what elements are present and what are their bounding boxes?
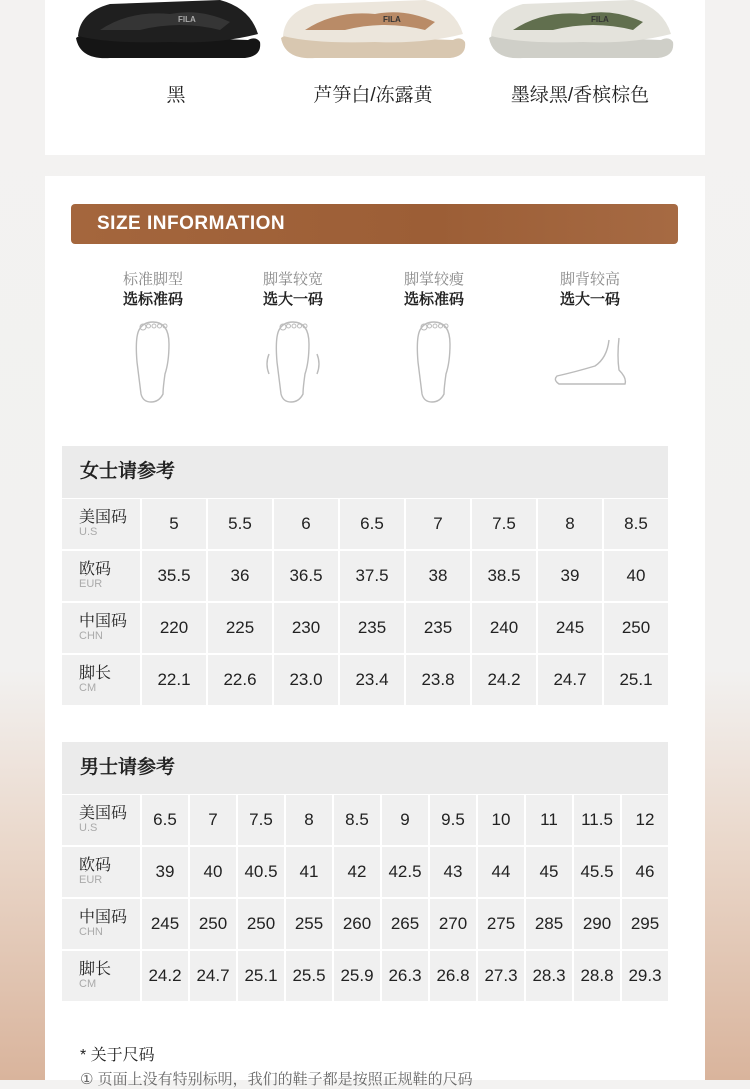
size-cell: 35.5 (142, 551, 206, 601)
size-cell: 235 (406, 603, 470, 653)
size-cell: 28.3 (526, 951, 572, 1001)
size-cell: 25.1 (604, 655, 668, 705)
size-cell: 8 (538, 499, 602, 549)
size-cell: 250 (238, 899, 284, 949)
row-label-en: U.S (79, 822, 98, 834)
foot-type-item (364, 270, 504, 403)
size-cell: 28.8 (574, 951, 620, 1001)
table-row (62, 603, 668, 653)
size-cell: 290 (574, 899, 620, 949)
size-cell: 9.5 (430, 795, 476, 845)
size-cell: 23.0 (274, 655, 338, 705)
size-cell: 265 (382, 899, 428, 949)
size-cell: 43 (430, 847, 476, 897)
size-cell: 275 (478, 899, 524, 949)
size-cell: 10 (478, 795, 524, 845)
table-row (62, 847, 668, 897)
size-cell: 40.5 (238, 847, 284, 897)
row-label (62, 899, 140, 949)
size-cell: 22.6 (208, 655, 272, 705)
size-cell: 25.1 (238, 951, 284, 1001)
foot-sole-narrow-icon (404, 318, 464, 403)
colorway-name: 芦笋白/冻露黄 (313, 85, 433, 106)
size-cell: 42 (334, 847, 380, 897)
size-cell: 8.5 (604, 499, 668, 549)
foot-type-advice: 选标准码 (122, 291, 183, 308)
row-label (62, 551, 140, 601)
sneaker-image (483, 0, 678, 62)
size-cell: 39 (538, 551, 602, 601)
size-cell: 36 (208, 551, 272, 601)
row-label-cn: 美国码 (79, 805, 128, 822)
size-cell: 12 (622, 795, 668, 845)
size-cell: 240 (472, 603, 536, 653)
row-label (62, 951, 140, 1001)
size-cell: 250 (604, 603, 668, 653)
table-row (62, 655, 668, 705)
size-cell: 22.1 (142, 655, 206, 705)
size-cell: 24.2 (142, 951, 188, 1001)
row-label-en: CM (79, 682, 97, 694)
row-label-cn: 脚长 (79, 665, 112, 682)
row-label-cn: 中国码 (79, 909, 128, 926)
foot-type-item (223, 270, 363, 403)
size-cell: 255 (286, 899, 332, 949)
row-label (62, 655, 140, 705)
size-cell: 220 (142, 603, 206, 653)
colorway-name: 黑 (166, 85, 186, 106)
foot-side-high-instep-icon (545, 318, 635, 403)
size-cell: 41 (286, 847, 332, 897)
size-cell: 7.5 (238, 795, 284, 845)
size-cell: 38 (406, 551, 470, 601)
size-cell: 7 (190, 795, 236, 845)
table-row (62, 551, 668, 601)
size-cell: 23.8 (406, 655, 470, 705)
size-cell: 26.8 (430, 951, 476, 1001)
row-label (62, 847, 140, 897)
size-cell: 45 (526, 847, 572, 897)
table-row (62, 899, 668, 949)
foot-type-note: 脚背较高 (559, 271, 620, 288)
size-cell: 29.3 (622, 951, 668, 1001)
size-cell: 42.5 (382, 847, 428, 897)
size-cell: 6.5 (340, 499, 404, 549)
table-row (62, 499, 668, 549)
row-label-cn: 脚长 (79, 961, 112, 978)
size-cell: 37.5 (340, 551, 404, 601)
size-cell: 8 (286, 795, 332, 845)
size-cell: 46 (622, 847, 668, 897)
svg-text:FILA: FILA (591, 15, 609, 24)
row-label-cn: 欧码 (79, 857, 112, 874)
row-label (62, 795, 140, 845)
row-label-en: CHN (79, 630, 103, 642)
size-cell: 285 (526, 899, 572, 949)
size-cell: 38.5 (472, 551, 536, 601)
size-cell: 6.5 (142, 795, 188, 845)
size-cell: 260 (334, 899, 380, 949)
foot-sole-wide-icon (263, 318, 323, 403)
foot-type-advice: 选大一码 (559, 291, 620, 308)
table-row (62, 951, 668, 1001)
foot-type-advice: 选标准码 (403, 291, 464, 308)
row-label-en: EUR (79, 874, 103, 886)
row-label-en: CM (79, 978, 97, 990)
row-label (62, 603, 140, 653)
foot-type-advice: 选大一码 (262, 291, 323, 308)
foot-sole-standard-icon (123, 318, 183, 403)
size-cell: 39 (142, 847, 188, 897)
size-cell: 26.3 (382, 951, 428, 1001)
size-cell: 23.4 (340, 655, 404, 705)
size-cell: 11.5 (574, 795, 620, 845)
size-cell: 5 (142, 499, 206, 549)
about-size-title: * 关于尺码 (80, 1047, 155, 1064)
size-cell: 8.5 (334, 795, 380, 845)
men-size-table (60, 793, 670, 1003)
size-cell: 11 (526, 795, 572, 845)
size-cell: 36.5 (274, 551, 338, 601)
sneaker-image (275, 0, 470, 62)
svg-text:FILA: FILA (383, 15, 401, 24)
row-label-cn: 美国码 (79, 509, 128, 526)
size-cell: 25.5 (286, 951, 332, 1001)
size-cell: 295 (622, 899, 668, 949)
size-cell: 250 (190, 899, 236, 949)
size-cell: 230 (274, 603, 338, 653)
size-cell: 7.5 (472, 499, 536, 549)
about-size-note: ① 页面上没有特别标明，我们的鞋子都是按照正规鞋的尺码 (80, 1071, 473, 1088)
foot-type-item (83, 270, 223, 403)
size-cell: 44 (478, 847, 524, 897)
foot-type-note: 脚掌较瘦 (403, 271, 464, 288)
women-size-table (60, 497, 670, 707)
size-cell: 6 (274, 499, 338, 549)
row-label-cn: 中国码 (79, 613, 128, 630)
size-cell: 24.7 (538, 655, 602, 705)
size-cell: 245 (142, 899, 188, 949)
sneaker-image (70, 0, 265, 62)
row-label-en: EUR (79, 578, 103, 590)
table-row (62, 795, 668, 845)
row-label (62, 499, 140, 549)
row-label-en: CHN (79, 926, 103, 938)
men-table-title: 男士请参考 (62, 742, 668, 794)
women-table-title: 女士请参考 (62, 446, 668, 498)
foot-type-note: 脚掌较宽 (262, 271, 323, 288)
size-cell: 7 (406, 499, 470, 549)
size-information-banner: SIZE INFORMATION (71, 204, 678, 244)
size-cell: 235 (340, 603, 404, 653)
row-label-cn: 欧码 (79, 561, 112, 578)
foot-type-item (520, 270, 660, 403)
size-cell: 9 (382, 795, 428, 845)
size-cell: 24.2 (472, 655, 536, 705)
size-cell: 25.9 (334, 951, 380, 1001)
size-cell: 24.7 (190, 951, 236, 1001)
row-label-en: U.S (79, 526, 98, 538)
size-cell: 225 (208, 603, 272, 653)
size-cell: 45.5 (574, 847, 620, 897)
svg-text:FILA: FILA (178, 15, 196, 24)
size-cell: 40 (604, 551, 668, 601)
size-cell: 40 (190, 847, 236, 897)
colorway-name: 墨绿黑/香槟棕色 (510, 85, 650, 106)
size-cell: 245 (538, 603, 602, 653)
size-cell: 5.5 (208, 499, 272, 549)
size-cell: 27.3 (478, 951, 524, 1001)
size-cell: 270 (430, 899, 476, 949)
foot-type-note: 标准脚型 (122, 271, 183, 288)
